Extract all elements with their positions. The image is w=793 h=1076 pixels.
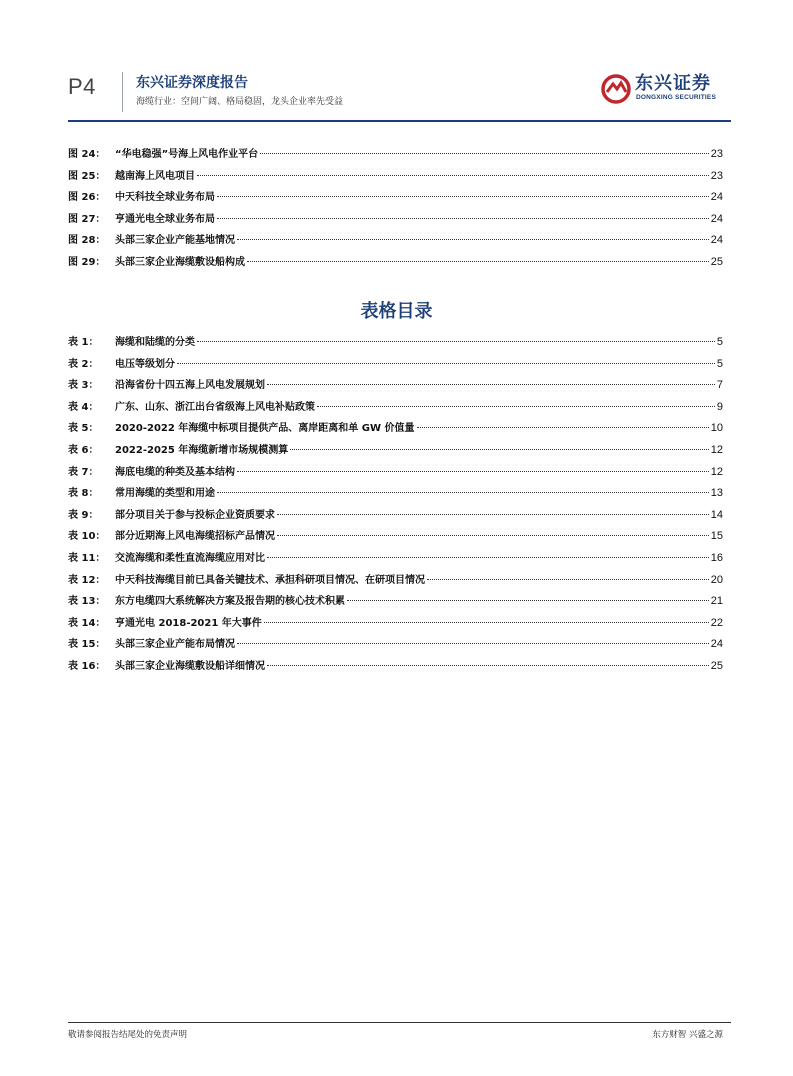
toc-leader-dots — [417, 427, 709, 428]
toc-entry-title: 海底电缆的种类及基本结构 — [115, 466, 235, 478]
toc-leader-dots — [237, 471, 709, 472]
toc-entry-title: 部分项目关于参与投标企业资质要求 — [115, 509, 275, 521]
toc-entry-number: 表 7： — [68, 466, 99, 478]
toc-entry[interactable] — [68, 657, 723, 679]
report-title: 东兴证券深度报告 — [136, 75, 248, 91]
toc-entry-page: 21 — [710, 595, 723, 608]
toc-entry-page: 23 — [710, 148, 723, 160]
table-list — [68, 333, 723, 679]
toc-entry-number: 表 6： — [68, 444, 99, 456]
toc-entry-title: 亨通光电 2018-2021 年大事件 — [115, 617, 262, 629]
toc-entry-title: 头部三家企业海缆敷设船详细情况 — [115, 660, 265, 672]
toc-entry-title: 沿海省份十四五海上风电发展规划 — [115, 380, 265, 392]
toc-entry-page: 9 — [716, 400, 723, 413]
toc-entry[interactable] — [68, 419, 723, 441]
toc-entry-number: 图 29： — [68, 256, 106, 268]
toc-entry[interactable] — [68, 210, 723, 232]
toc-entry-title: 亨通光电全球业务布局 — [115, 213, 215, 225]
toc-entry-title: 东方电缆四大系统解决方案及报告期的核心技术积累 — [115, 596, 345, 608]
toc-entry[interactable] — [68, 484, 723, 506]
toc-entry-number: 图 27： — [68, 213, 106, 225]
toc-entry-title: 广东、山东、浙江出台省级海上风电补贴政策 — [115, 401, 315, 413]
toc-entry-page: 5 — [716, 357, 723, 370]
toc-entry[interactable] — [68, 571, 723, 593]
toc-entry-page: 16 — [710, 551, 723, 564]
toc-leader-dots — [427, 579, 709, 580]
toc-entry-number: 图 25： — [68, 170, 106, 182]
toc-entry-number: 表 13： — [68, 596, 106, 608]
toc-entry-page: 12 — [710, 443, 723, 456]
toc-entry[interactable] — [68, 167, 723, 189]
toc-entry-title: 海缆和陆缆的分类 — [115, 337, 195, 348]
table-list-heading: 表格目录 — [360, 301, 433, 322]
toc-entry-number: 表 10： — [68, 531, 106, 543]
toc-leader-dots — [264, 622, 709, 623]
toc-entry[interactable] — [68, 549, 723, 571]
toc-entry[interactable] — [68, 441, 723, 463]
toc-entry-number: 表 14： — [68, 617, 106, 629]
toc-entry[interactable] — [68, 592, 723, 614]
toc-leader-dots — [217, 492, 709, 493]
toc-entry-number: 表 11： — [68, 552, 106, 564]
toc-leader-dots — [247, 261, 709, 262]
toc-entry[interactable] — [68, 614, 723, 636]
company-logo — [601, 68, 731, 110]
toc-entry-page: 22 — [710, 616, 723, 629]
figure-list — [68, 145, 723, 275]
toc-leader-dots — [177, 363, 715, 364]
footer-disclaimer: 敬请参阅报告结尾处的免责声明 — [68, 1030, 188, 1040]
toc-entry-title: 电压等级划分 — [115, 358, 175, 370]
footer-slogan: 东方财智 兴盛之源 — [652, 1030, 723, 1040]
toc-entry-page: 25 — [710, 659, 723, 672]
toc-entry[interactable] — [68, 376, 723, 398]
toc-leader-dots — [290, 449, 708, 450]
toc-leader-dots — [277, 535, 709, 536]
toc-leader-dots — [317, 406, 715, 407]
toc-entry-number: 表 15： — [68, 639, 106, 651]
toc-entry[interactable] — [68, 635, 723, 657]
toc-entry-number: 图 24： — [68, 149, 106, 160]
toc-entry-number: 表 9： — [68, 509, 99, 521]
toc-entry-page: 20 — [710, 573, 723, 586]
toc-entry[interactable] — [68, 527, 723, 549]
toc-entry-number: 表 3： — [68, 380, 99, 392]
header-divider — [122, 72, 123, 112]
toc-entry-number: 表 16： — [68, 660, 106, 672]
toc-leader-dots — [197, 175, 709, 176]
toc-entry-title: 交流海缆和柔性直流海缆应用对比 — [115, 552, 265, 564]
toc-leader-dots — [237, 239, 709, 240]
toc-entry-title: 中天科技海缆目前已具备关键技术、承担科研项目情况、在研项目情况 — [115, 574, 425, 586]
toc-leader-dots — [260, 153, 709, 154]
toc-entry-title: 头部三家企业产能基地情况 — [115, 235, 235, 247]
toc-entry-page: 15 — [710, 530, 723, 543]
toc-entry[interactable] — [68, 398, 723, 420]
toc-entry[interactable] — [68, 253, 723, 275]
toc-entry-page: 10 — [710, 422, 723, 435]
footer-rule — [68, 1022, 731, 1023]
toc-entry-page: 24 — [710, 638, 723, 651]
toc-entry-page: 24 — [710, 234, 723, 247]
toc-entry-page: 25 — [710, 255, 723, 268]
toc-entry-page: 5 — [716, 336, 723, 348]
toc-entry-title: 2022-2025 年海缆新增市场规模测算 — [115, 444, 289, 456]
toc-entry-number: 表 1： — [68, 337, 99, 348]
toc-entry-number: 表 8： — [68, 488, 99, 500]
toc-entry-page: 13 — [710, 487, 723, 500]
toc-entry[interactable] — [68, 145, 723, 167]
toc-entry-number: 表 5： — [68, 423, 99, 435]
toc-entry-page: 7 — [716, 379, 723, 392]
toc-entry-number: 表 4： — [68, 401, 99, 413]
toc-entry-title: 头部三家企业海缆敷设船构成 — [115, 256, 245, 268]
toc-entry-page: 14 — [710, 508, 723, 521]
toc-leader-dots — [267, 557, 709, 558]
toc-entry[interactable] — [68, 333, 723, 355]
toc-leader-dots — [347, 600, 709, 601]
toc-entry-page: 23 — [710, 169, 723, 182]
toc-leader-dots — [237, 643, 709, 644]
toc-entry-number: 图 28： — [68, 235, 106, 247]
toc-entry-number: 表 12： — [68, 574, 106, 586]
toc-entry-title: 部分近期海上风电海缆招标产品情况 — [115, 531, 275, 543]
toc-leader-dots — [267, 384, 715, 385]
page-header — [68, 68, 731, 120]
toc-entry[interactable] — [68, 231, 723, 253]
toc-leader-dots — [197, 341, 715, 342]
toc-entry[interactable] — [68, 188, 723, 210]
toc-leader-dots — [267, 665, 709, 666]
toc-entry-number: 图 26： — [68, 192, 106, 204]
toc-entry-title: 2020-2022 年海缆中标项目提供产品、离岸距离和单 GW 价值量 — [115, 423, 415, 435]
header-rule — [68, 120, 731, 122]
report-subtitle: 海缆行业：空间广阔、格局稳固，龙头企业率先受益 — [136, 97, 344, 107]
toc-leader-dots — [277, 514, 709, 515]
toc-entry[interactable] — [68, 506, 723, 528]
toc-entry-title: 越南海上风电项目 — [115, 170, 195, 182]
toc-entry-title: 中天科技全球业务布局 — [115, 192, 215, 204]
toc-leader-dots — [217, 218, 709, 219]
logo-mark-icon — [601, 74, 631, 104]
toc-leader-dots — [217, 196, 709, 197]
toc-entry-page: 24 — [710, 212, 723, 225]
toc-entry-page: 24 — [710, 191, 723, 204]
toc-entry-title: 头部三家企业产能布局情况 — [115, 639, 235, 651]
toc-entry-title: 常用海缆的类型和用途 — [115, 488, 215, 500]
toc-entry-page: 12 — [710, 465, 723, 478]
page-number: P4 — [68, 74, 96, 99]
toc-entry-number: 表 2： — [68, 358, 99, 370]
toc-entry[interactable] — [68, 355, 723, 377]
logo-text-en: DONGXING SECURITIES — [636, 94, 717, 101]
toc-entry[interactable] — [68, 463, 723, 485]
logo-text-cn: 东兴证券 — [635, 73, 711, 94]
toc-entry-title: “华电稳强”号海上风电作业平台 — [115, 149, 259, 160]
